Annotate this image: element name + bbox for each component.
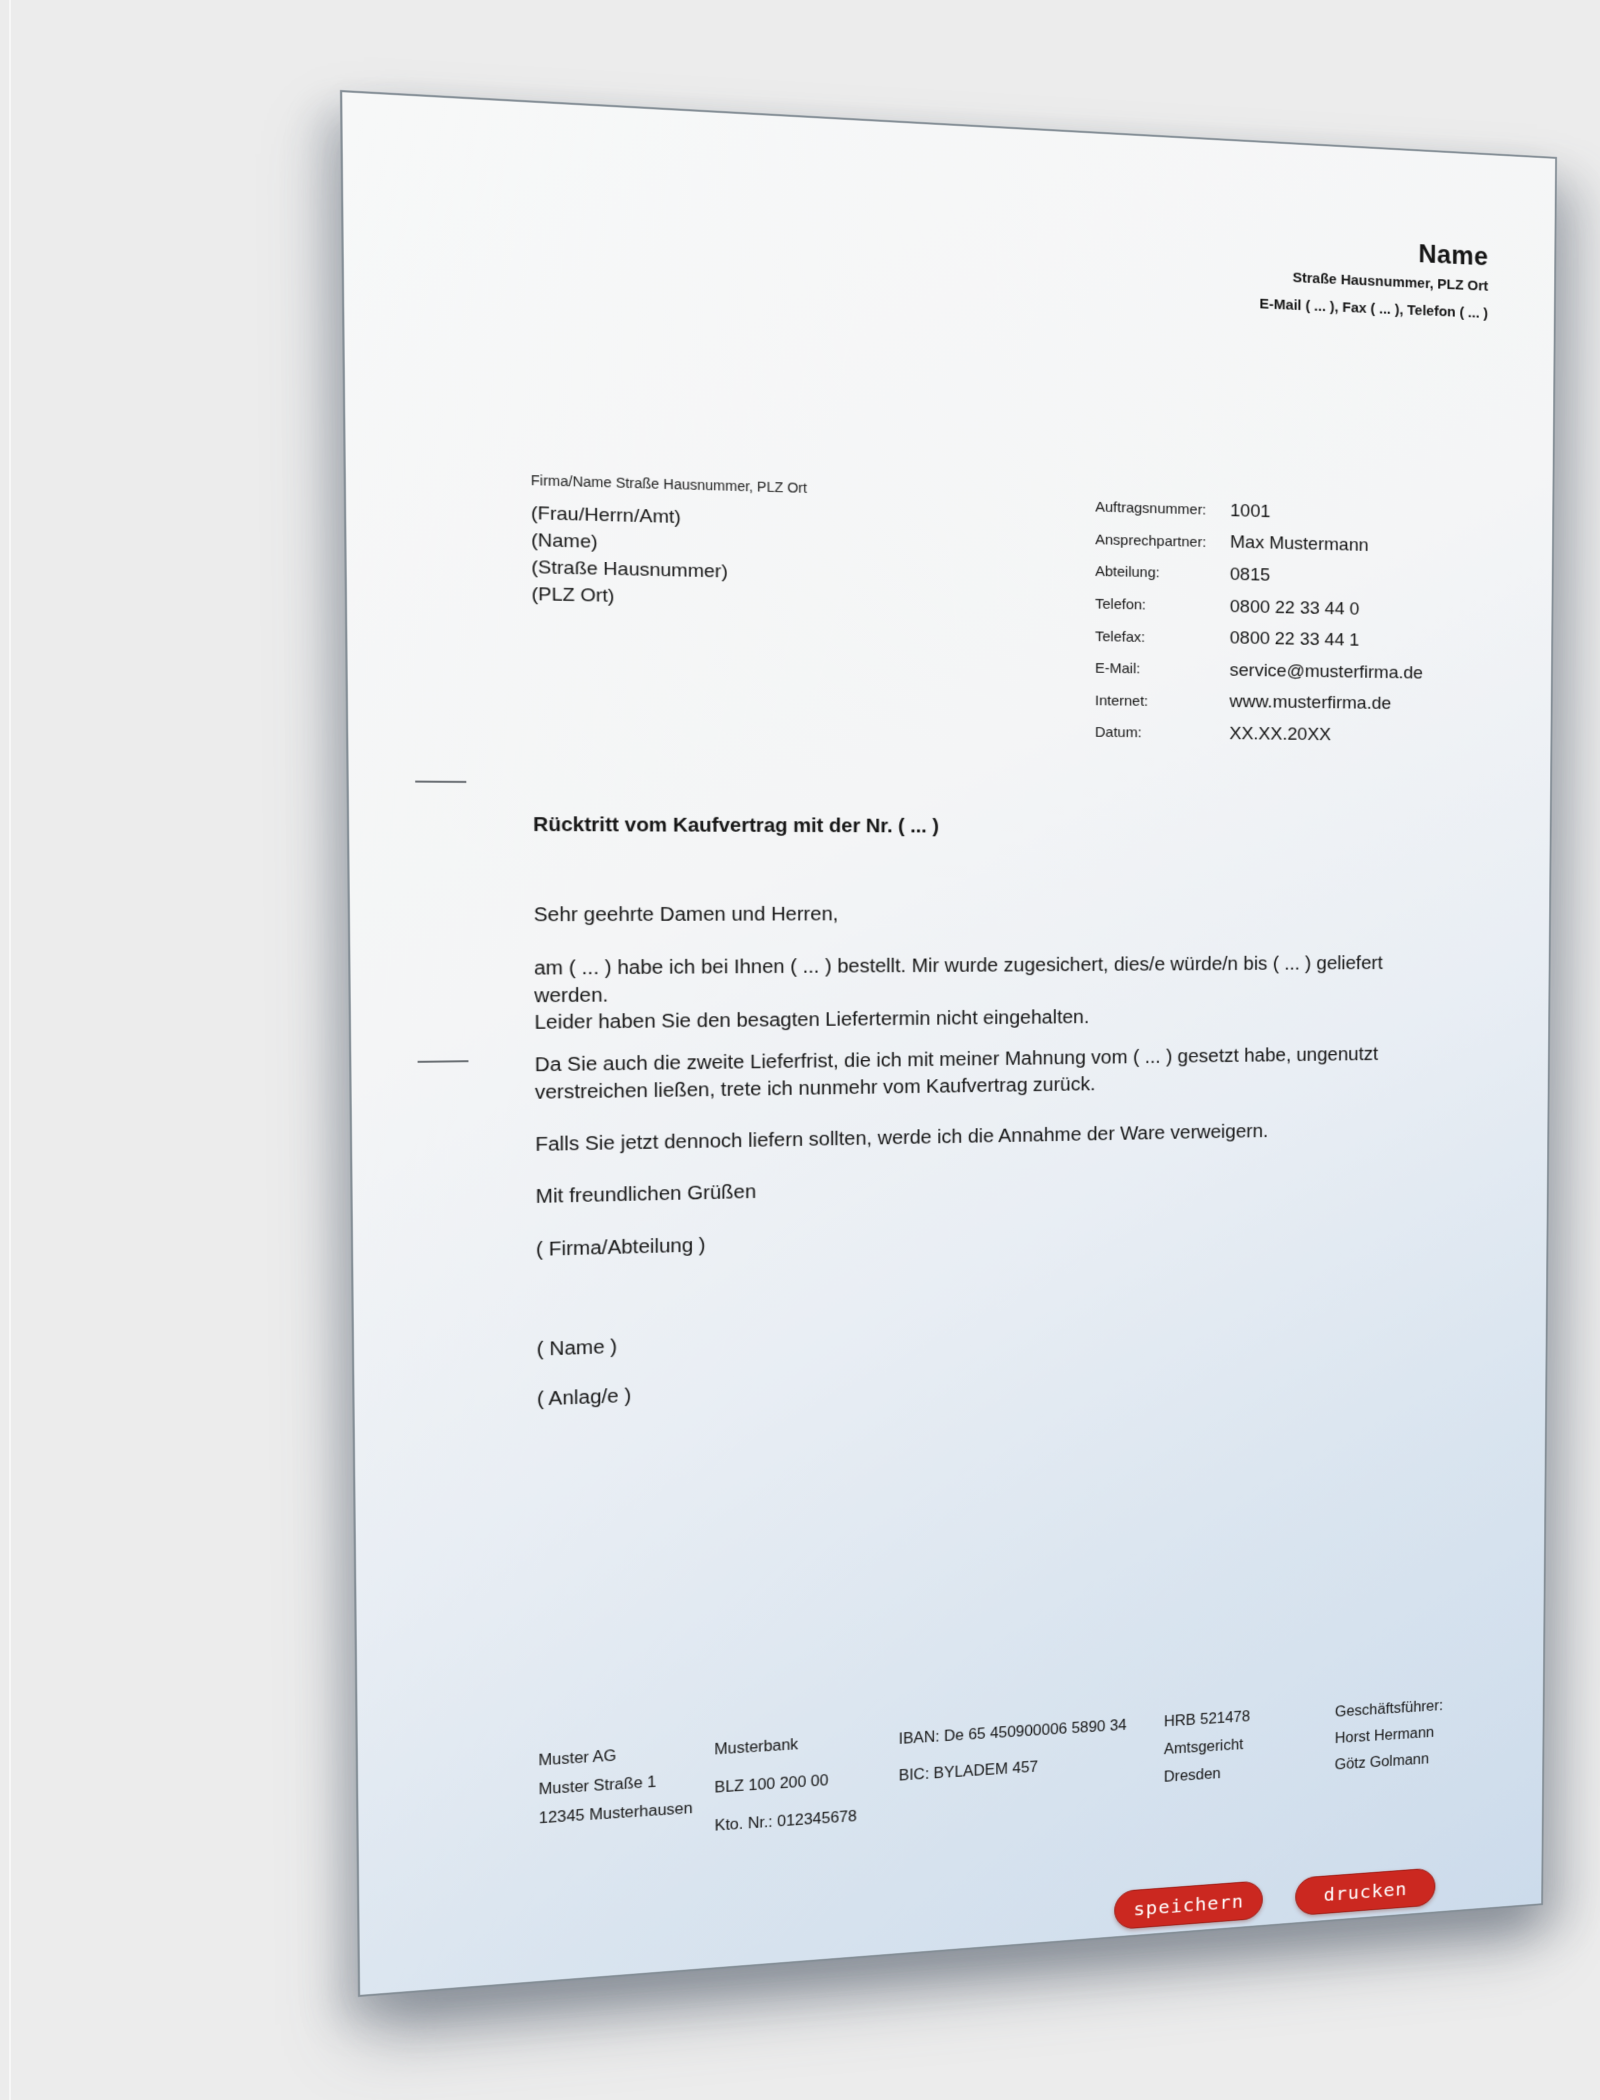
footer-column <box>538 1738 692 1834</box>
footer-line: Muster AG <box>538 1748 617 1770</box>
print-button[interactable]: drucken <box>1295 1867 1435 1916</box>
closing-line: Mit freundlichen Grüßen <box>535 1181 757 1208</box>
body-line: werden. <box>534 984 609 1007</box>
footer-line: Kto. Nr.: 012345678 <box>714 1808 857 1835</box>
footer-line: Horst Hermann <box>1334 1724 1435 1747</box>
info-label: Datum: <box>1094 724 1142 742</box>
info-value: www.musterfirma.de <box>1229 692 1392 715</box>
footer-column <box>1335 1692 1444 1778</box>
body-line: Leider haben Sie den besagten Liefertermin nicht eingehalten. <box>534 1006 1090 1034</box>
letter-page <box>340 90 1557 1997</box>
footer-line: Geschäftsführer: <box>1334 1697 1444 1720</box>
salutation: Sehr geehrte Damen und Herren, <box>533 903 839 927</box>
sender-address: Straße Hausnummer, PLZ Ort <box>1292 269 1489 295</box>
background-edge-line <box>9 0 11 2100</box>
info-label: Internet: <box>1094 692 1149 710</box>
info-value: 0800 22 33 44 1 <box>1229 628 1360 651</box>
recipient-block <box>531 500 728 612</box>
sender-name: Name <box>1418 239 1489 272</box>
footer-line: Götz Golmann <box>1334 1751 1430 1773</box>
footer-column <box>714 1723 857 1846</box>
sender-header <box>1260 231 1489 328</box>
footer-line: HRB 521478 <box>1163 1709 1251 1731</box>
footer-column <box>1164 1704 1250 1792</box>
sender-contact: E-Mail ( ... ), Fax ( ... ), Telefon ( ... ) <box>1259 295 1489 322</box>
footer-line: Amtsgericht <box>1163 1737 1244 1758</box>
info-row <box>1095 685 1527 722</box>
info-label: E-Mail: <box>1095 660 1141 678</box>
footer-line: BIC: BYLADEM 457 <box>898 1758 1039 1784</box>
body-line: verstreichen ließen, trete ich nunmehr vom Kaufvertrag zurück. <box>534 1073 1096 1104</box>
info-row <box>1095 717 1527 753</box>
closing-line: ( Firma/Abteilung ) <box>535 1234 706 1261</box>
footer-line: BLZ 100 200 00 <box>714 1772 829 1797</box>
footer-line: Musterbank <box>714 1736 799 1759</box>
body-paragraph <box>535 1042 1379 1106</box>
recipient-line: (PLZ Ort) <box>531 584 615 607</box>
info-value: 1001 <box>1230 500 1271 522</box>
subject-line: Rücktritt vom Kaufvertrag mit der Nr. ( ... ) <box>533 814 939 838</box>
footer-line: 12345 Musterhausen <box>538 1800 693 1828</box>
body-paragraph <box>534 951 1383 1037</box>
info-label: Telefax: <box>1095 628 1146 646</box>
fold-mark <box>415 781 466 783</box>
footer-line: Dresden <box>1163 1766 1221 1786</box>
save-button[interactable]: speichern <box>1114 1880 1263 1930</box>
footer-line: IBAN: De 65 450900006 5890 34 <box>898 1717 1127 1748</box>
body-paragraph <box>535 1119 1268 1159</box>
info-label: Telefon: <box>1095 596 1147 614</box>
body-line: Falls Sie jetzt dennoch liefern sollten, werde ich die Annahme der Ware verweigern. <box>535 1121 1269 1156</box>
info-label: Ansprechpartner: <box>1095 531 1207 551</box>
fold-mark <box>418 1060 469 1063</box>
info-label: Auftragsnummer: <box>1095 499 1207 519</box>
info-value: service@musterfirma.de <box>1229 660 1424 684</box>
body-line: Da Sie auch die zweite Lieferfrist, die ich mit meiner Mahnung vom ( ... ) gesetzt habe, ungenutzt <box>534 1044 1379 1077</box>
info-label: Abteilung: <box>1095 563 1160 582</box>
footer-column <box>899 1707 1127 1794</box>
closing-line: ( Name ) <box>536 1336 618 1361</box>
recipient-line: (Frau/Herrn/Amt) <box>530 503 681 528</box>
closing-line: ( Anlag/e ) <box>536 1385 632 1411</box>
body-line: am ( ... ) habe ich bei Ihnen ( ... ) bestellt. Mir wurde zugesichert, dies/e würde/n bis ( ... ) geliefert <box>533 953 1383 980</box>
info-value: 0815 <box>1229 564 1271 586</box>
info-value: Max Mustermann <box>1229 532 1369 557</box>
footer-line: Muster Straße 1 <box>538 1774 657 1799</box>
order-info-block <box>1095 491 1529 753</box>
info-value: 0800 22 33 44 0 <box>1229 596 1360 620</box>
return-address-line: Firma/Name Straße Hausnummer, PLZ Ort <box>530 472 807 496</box>
recipient-line: (Name) <box>531 530 598 553</box>
info-value: XX.XX.20XX <box>1229 723 1332 745</box>
recipient-line: (Straße Hausnummer) <box>531 557 728 583</box>
